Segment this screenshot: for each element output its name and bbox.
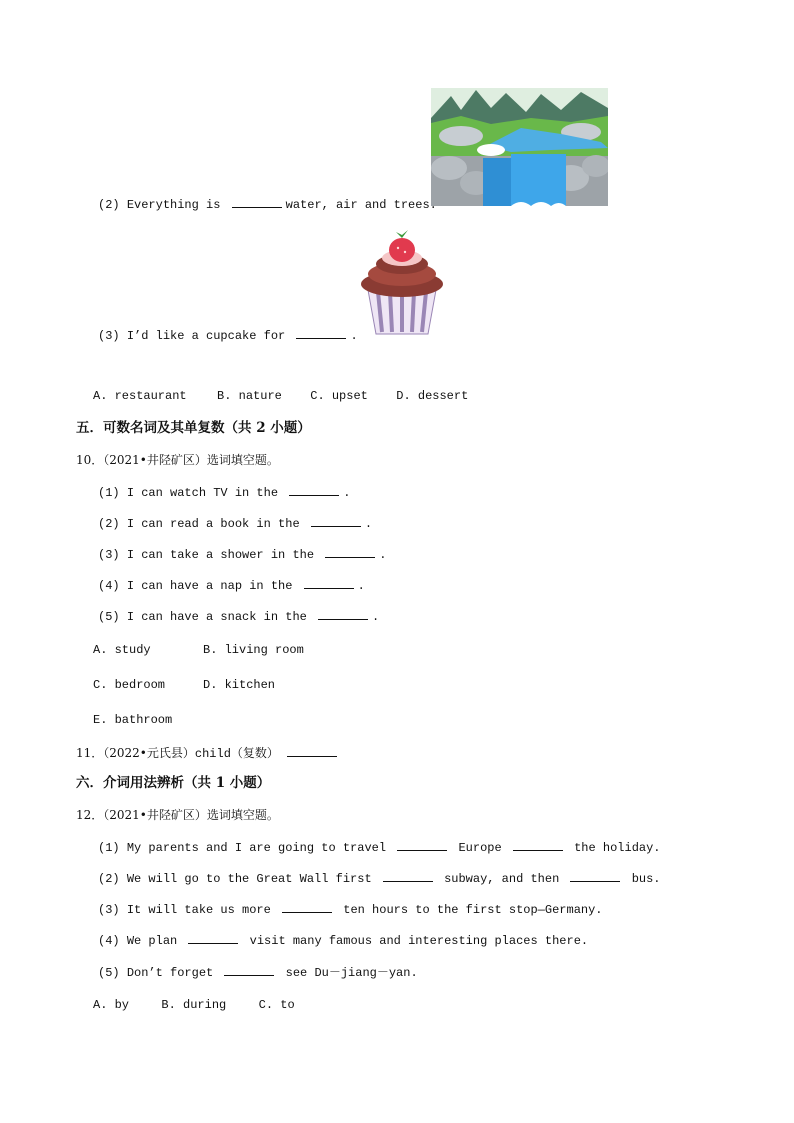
- question-12-5: (5) Don’t forget see Du－jiang－yan.: [98, 966, 418, 980]
- section-5-heading: 五．可数名词及其单复数（共 2 小题）: [76, 420, 311, 436]
- question-10-5: (5) I can have a snack in the .: [98, 610, 380, 624]
- question-number: (2): [98, 198, 120, 212]
- option-a: A. by: [93, 998, 130, 1012]
- cupcake-image: [358, 228, 446, 336]
- option-10-a: A. study: [93, 643, 151, 657]
- answer-blank[interactable]: [325, 546, 375, 558]
- option-a: A. restaurant: [93, 389, 187, 403]
- answer-blank[interactable]: [289, 484, 339, 496]
- answer-blank[interactable]: [397, 839, 447, 851]
- option-c: C. upset: [310, 389, 368, 403]
- answer-blank[interactable]: [513, 839, 563, 851]
- option-10-e: E. bathroom: [93, 713, 173, 727]
- question-9-3: [98, 327, 358, 344]
- question-11: 11．（2022•元氏县）child（复数）: [76, 745, 341, 762]
- option-10-d: D. kitchen: [203, 678, 276, 692]
- option-10-b: B. living room: [203, 643, 304, 657]
- question-10-3: (3) I can take a shower in the .: [98, 548, 387, 562]
- option-b: B. during: [161, 998, 227, 1012]
- question-12-2: (2) We will go to the Great Wall first subway, and then bus.: [98, 872, 661, 886]
- question-number: (3): [98, 329, 120, 343]
- question-12-4: (4) We plan visit many famous and interesting places there.: [98, 934, 589, 948]
- question-10-2: (2) I can read a book in the .: [98, 517, 373, 531]
- question-10-1: (1) I can watch TV in the .: [98, 486, 351, 500]
- answer-blank[interactable]: [232, 196, 282, 208]
- question-9-2: [98, 196, 437, 213]
- option-d: D. dessert: [396, 389, 469, 403]
- question-text: Everything is: [126, 198, 221, 212]
- question-text: I’d like a cupcake for: [126, 329, 286, 343]
- landscape-illustration: [431, 88, 608, 206]
- section-6-heading: 六．介词用法辨析（共 1 小题）: [76, 775, 271, 791]
- option-b: B. nature: [217, 389, 282, 403]
- question-12-1: (1) My parents and I are going to travel Europe the holiday.: [98, 841, 661, 855]
- options-row-12: [93, 997, 295, 1013]
- question-text: .: [350, 329, 358, 343]
- nature-landscape-image: [431, 88, 608, 206]
- answer-blank[interactable]: [318, 608, 368, 620]
- cupcake-illustration: [358, 228, 446, 336]
- question-text: water, air and trees.: [285, 198, 437, 212]
- answer-blank[interactable]: [383, 870, 433, 882]
- question-12-intro: 12．（2021•井陉矿区）选词填空题。: [76, 808, 279, 822]
- answer-blank[interactable]: [304, 577, 354, 589]
- question-10-intro: 10．（2021•井陉矿区）选词填空题。: [76, 453, 279, 467]
- answer-blank[interactable]: [311, 515, 361, 527]
- answer-blank[interactable]: [287, 745, 337, 757]
- answer-blank[interactable]: [224, 964, 274, 976]
- question-10-4: (4) I can have a nap in the .: [98, 579, 365, 593]
- answer-blank[interactable]: [570, 870, 620, 882]
- question-12-3: (3) It will take us more ten hours to the first stop—Germany.: [98, 903, 603, 917]
- answer-blank[interactable]: [296, 327, 346, 339]
- options-row-9: [93, 388, 468, 404]
- answer-blank[interactable]: [282, 901, 332, 913]
- answer-blank[interactable]: [188, 932, 238, 944]
- option-c: C. to: [258, 998, 295, 1012]
- option-10-c: C. bedroom: [93, 678, 166, 692]
